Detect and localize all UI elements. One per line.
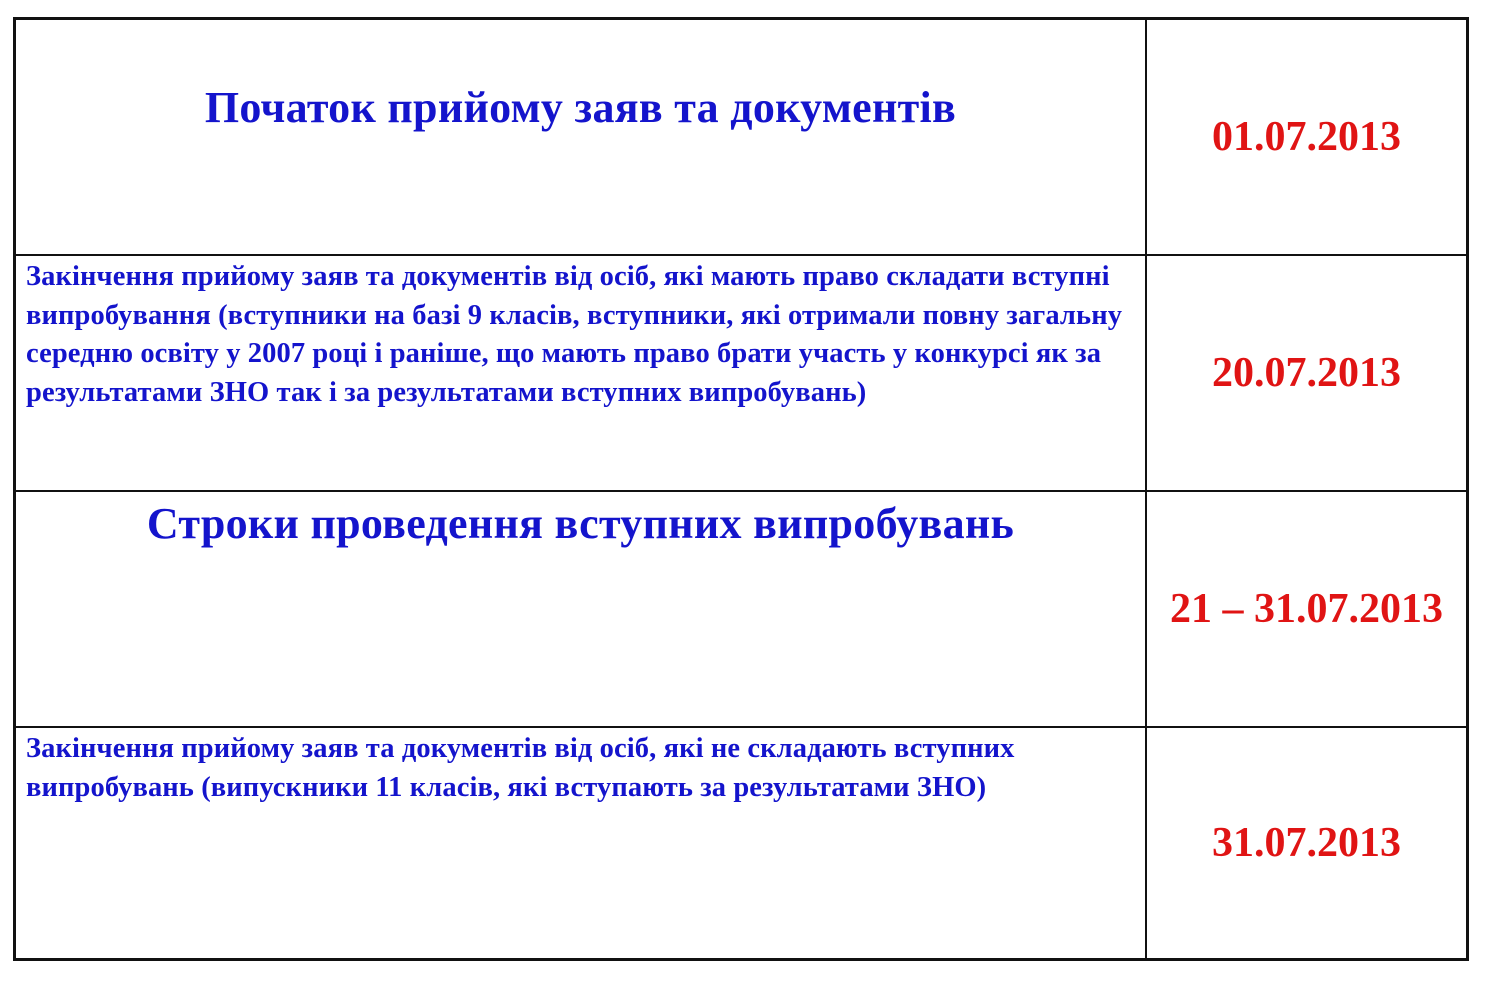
start-of-applications-label: Початок прийому заяв та документів [204, 83, 957, 132]
end-of-applications-exam-takers-label: Закінчення прийому заяв та документів від осіб, які мають право складати вступні випробування (вступники на базі 9 класів, вступники, які отримали повну загальну середню освіту у 2007 році і раніше, що мають право брати участь у конкурсі як за результатами ЗНО так і за результатами вступних випробувань) [26, 261, 1123, 408]
entrance-exams-period-label: Строки проведення вступних випробувань [146, 499, 1015, 548]
table-row-1-description [16, 20, 1147, 256]
end-of-applications-exam-takers-date: 20.07.2013 [1212, 350, 1401, 396]
end-of-applications-non-exam-label: Закінчення прийому заяв та документів від осіб, які не складають вступних випробувань (випускники 11 класів, які вступають за результатами ЗНО) [26, 733, 1015, 803]
table-row-3-description [16, 492, 1147, 728]
table-row-3-date [1147, 492, 1466, 728]
table-row-2-description [16, 256, 1147, 492]
end-of-applications-non-exam-date: 31.07.2013 [1212, 820, 1401, 866]
table-row-4-date [1147, 728, 1466, 958]
table-row-2-date [1147, 256, 1466, 492]
table-row-4-description [16, 728, 1147, 958]
table-row-1-date [1147, 20, 1466, 256]
entrance-exams-period-date: 21 – 31.07.2013 [1170, 586, 1443, 632]
start-of-applications-date: 01.07.2013 [1212, 114, 1401, 160]
admission-schedule-table [13, 17, 1469, 961]
